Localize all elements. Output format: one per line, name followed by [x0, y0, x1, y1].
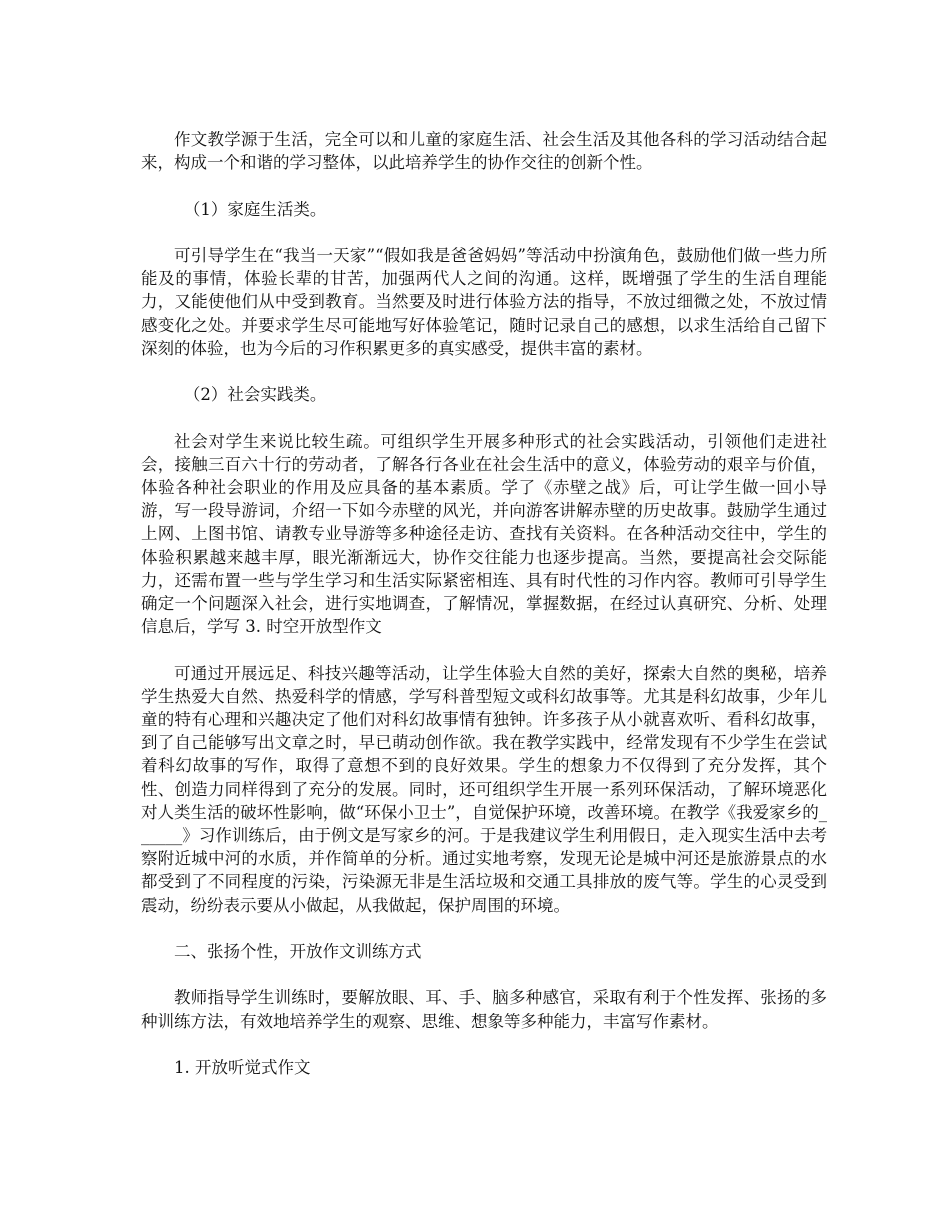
family-life-paragraph: 可引导学生在“我当一天家”“假如我是爸爸妈妈”等活动中扮演角色，鼓励他们做一些力所能及的事情，体验长辈的甘苦，加强两代人之间的沟通。这样，既增强了学生的生活自理能力，又能使他们从中受到教育。当然要及时进行体验方法的指导，不放过细微之处，不放过情感变化之处。并要求学生尽可能地写好体验笔记，随时记录自己的感想，以求生活给自己留下深刻的体验，也为今后的习作积累更多的真实感受，提供丰富的素材。: [141, 245, 827, 358]
subheading-listening-composition: 1. 开放听觉式作文: [174, 1058, 311, 1077]
social-practice-paragraph: 社会对学生来说比较生疏。可组织学生开展多种形式的社会实践活动，引领他们走进社会，接触三百六十行的劳动者，了解各行各业在社会生活中的意义，体验劳动的艰辛与价值，体验各种社会职业的作用及应具备的基本素质。学了《赤壁之战》后，可让学生做一回小导游，写一段导游词，介绍一下如今赤壁的风光，并向游客讲解赤壁的历史故事。鼓励学生通过上网、上图书馆、请教专业导游等多种途径走访、查找有关资料。在各种活动交往中，学生的体验积累越来越丰厚，眼光渐渐远大，协作交往能力也逐步提高。当然，要提高社会交际能力，还需布置一些与学生学习和生活实际紧密相连、具有时代性的习作内容。教师可引导学生确定一个问题深入社会，进行实地调查，了解情况，掌握数据，在经过认真研究、分析、处理信息后，学写 3. 时空开放型作文: [141, 431, 827, 637]
document-body: [141, 128, 827, 1102]
subheading-family-life: （1）家庭生活类。: [183, 199, 327, 219]
section-heading-two: 二、张扬个性，开放作文训练方式: [174, 942, 422, 962]
subheading-social-practice: （2）社会实践类。: [183, 385, 327, 405]
intro-paragraph: 作文教学源于生活，完全可以和儿童的家庭生活、社会生活及其他各科的学习活动结合起来，构成一个和谐的学习整体，以此培养学生的协作交往的创新个性。: [141, 130, 827, 173]
training-method-paragraph: 教师指导学生训练时，要解放眼、耳、手、脑多种感官，采取有利于个性发挥、张扬的多种训练方法，有效地培养学生的观察、思维、想象等多种能力，丰富写作素材。: [141, 988, 827, 1031]
open-space-time-paragraph: 可通过开展远足、科技兴趣等活动，让学生体验大自然的美好，探索大自然的奥秘，培养学生热爱大自然、热爱科学的情感，学写科普型短文或科幻故事等。尤其是科幻故事，少年儿童的特有心理和兴趣决定了他们对科幻故事情有独钟。许多孩子从小就喜欢听、看科幻故事，到了自己能够写出文章之时，早已萌动创作欲。我在教学实践中，经常发现有不少学生在尝试着科幻故事的写作，取得了意想不到的良好效果。学生的想象力不仅得到了充分发挥，其个性、创造力同样得到了充分的发展。同时，还可组织学生开展一系列环保活动，了解环境恶化对人类生活的破坏性影响，做“环保小卫士”，自觉保护环境，改善环境。在教学《我爱家乡的______》习作训练后，由于例文是写家乡的河。于是我建议学生利用假日，走入现实生活中去考察附近城中河的水质，并作简单的分析。通过实地考察，发现无论是城中河还是旅游景点的水都受到了不同程度的污染，污染源无非是生活垃圾和交通工具排放的废气等。学生的心灵受到震动，纷纷表示要从小做起，从我做起，保护周围的环境。: [141, 663, 827, 915]
